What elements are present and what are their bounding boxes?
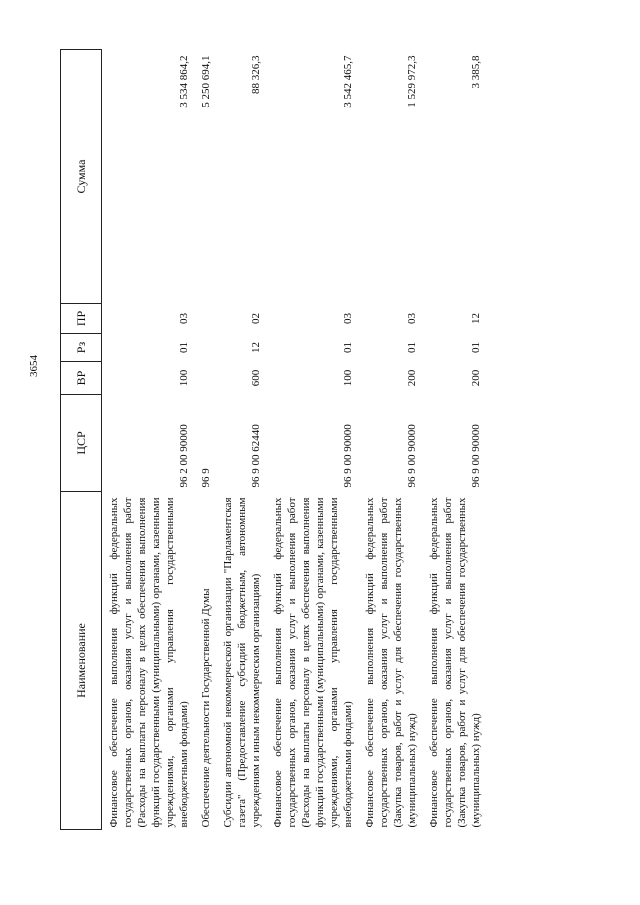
row-csr: 96 9 00 90000	[342, 424, 354, 488]
table-header-row	[61, 50, 102, 830]
budget-table-sheet	[60, 50, 595, 830]
row-sum: 1 529 972,3	[406, 55, 418, 108]
header-vr: ВР	[61, 362, 102, 395]
row-vr	[194, 362, 216, 395]
row-sum: 3 542 465,7	[342, 55, 354, 108]
row-name: Финансовое обеспечение выполнения функций федеральных государственных органов, оказания услуг и выполнения работ (Закупка товаров, работ и услуг для обеспечения государственных (муниципальных) нужд)	[428, 497, 482, 828]
header-pr: ПР	[61, 304, 102, 334]
row-pr	[194, 304, 216, 334]
row-pr: 12	[470, 313, 482, 324]
row-vr: 100	[342, 369, 354, 387]
row-vr: 100	[178, 369, 190, 387]
table-row	[266, 50, 358, 830]
row-rz: 01	[342, 342, 354, 353]
row-sum: 3 385,8	[470, 55, 482, 89]
header-name: Наименование	[61, 492, 102, 830]
row-pr: 03	[342, 313, 354, 324]
row-rz: 01	[178, 342, 190, 353]
table-row	[216, 50, 266, 830]
table-row	[194, 50, 216, 830]
row-name: Финансовое обеспечение выполнения функций федеральных государственных органов, оказания услуг и выполнения работ (Закупка товаров, работ и услуг для обеспечения государственных (муниципальных) нужд)	[364, 497, 418, 828]
row-vr: 200	[406, 369, 418, 387]
table-row	[358, 50, 422, 830]
budget-table	[60, 49, 486, 830]
row-vr: 200	[470, 369, 482, 387]
row-csr: 96 9 00 90000	[406, 424, 418, 488]
row-pr: 02	[250, 313, 262, 324]
row-rz: 01	[406, 342, 418, 353]
table-row	[102, 50, 195, 830]
row-sum: 88 326,3	[250, 55, 262, 94]
row-csr: 96 9 00 62440	[250, 424, 262, 488]
row-name: Субсидии автономной некоммерческой организации "Парламентская газета" (Предоставление субсидий бюджетным, автономным учреждениям и иным некоммерческим организациям)	[222, 497, 262, 828]
row-name: Финансовое обеспечение выполнения функций федеральных государственных органов, оказания услуг и выполнения работ (Расходы на выплаты персоналу в целях обеспечения выполнения функций государственными (муниципальными) органами, казенными учреждениями, органами управления государственными внебюджетными фондами)	[108, 497, 190, 828]
row-rz: 01	[470, 342, 482, 353]
row-sum: 5 250 694,1	[200, 55, 212, 108]
row-csr: 96 9	[200, 468, 212, 488]
page-number: 3654	[28, 355, 40, 377]
table-row	[422, 50, 486, 830]
header-sum: Сумма	[61, 50, 102, 304]
row-name: Финансовое обеспечение выполнения функций федеральных государственных органов, оказания услуг и выполнения работ (Расходы на выплаты персоналу в целях обеспечения выполнения функций государственными (муниципальными) органами, казенными учреждениями, органами управления государственными внебюджетными фондами)	[272, 497, 354, 828]
row-name: Обеспечение деятельности Государственной Думы	[200, 588, 212, 828]
row-pr: 03	[406, 313, 418, 324]
row-sum: 3 534 864,2	[178, 55, 190, 108]
row-rz: 12	[250, 342, 262, 353]
row-csr: 96 9 00 90000	[470, 424, 482, 488]
row-pr: 03	[178, 313, 190, 324]
header-csr: ЦСР	[61, 395, 102, 492]
row-rz	[194, 334, 216, 362]
row-csr: 96 2 00 90000	[178, 424, 190, 488]
header-rz: Рз	[61, 334, 102, 362]
row-vr: 600	[250, 369, 262, 387]
